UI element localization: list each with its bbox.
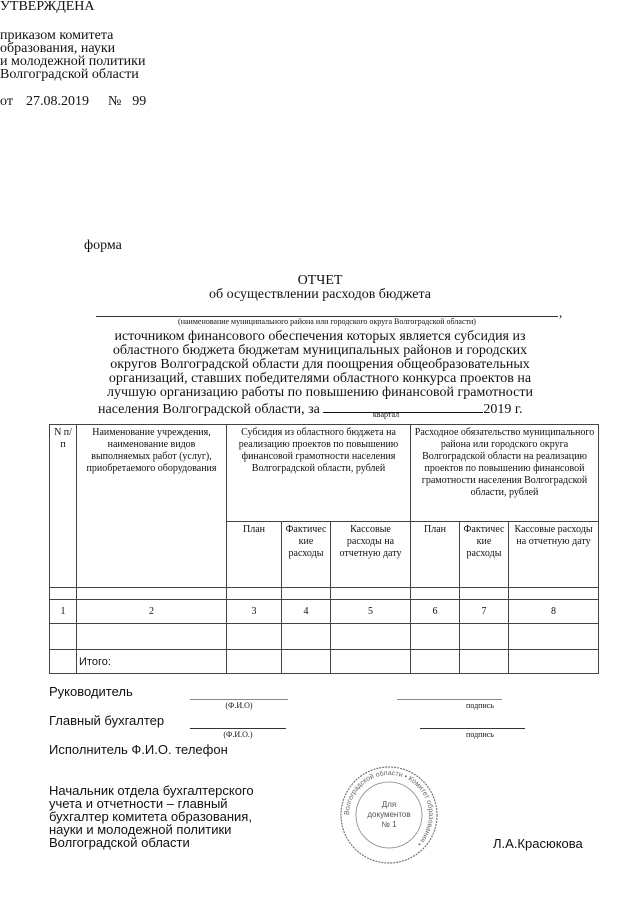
accountant-sign-line xyxy=(420,728,525,729)
subheader-fact: Фактичес кие расходы xyxy=(460,522,509,588)
head-fio-caption: (Ф.И.О) xyxy=(225,701,253,710)
official-stamp xyxy=(338,765,440,865)
stamp-text: № 1 xyxy=(381,820,397,829)
subheader-plan: План xyxy=(227,522,282,588)
description-line: лучшую организацию работы по повышению финансовой грамотности xyxy=(107,385,533,400)
total-label: Итого: xyxy=(77,650,227,674)
approval-date: 27.08.2019 xyxy=(25,94,89,109)
subheader-plan: План xyxy=(411,522,460,588)
department-head-line: науки и молодежной политики xyxy=(49,822,232,837)
description-line: областного бюджета бюджетам муниципальных районов и городских xyxy=(112,343,528,358)
approval-line: и молодежной политики xyxy=(0,54,146,69)
stamp-ring-text: Волгоградской области • Комитет образования • xyxy=(343,769,435,848)
municipality-caption: (наименование муниципального района или городского округа Волгоградской области) xyxy=(178,317,476,326)
table-numbering-row xyxy=(50,600,599,624)
column-number: 6 xyxy=(411,600,460,624)
executor-label: Исполнитель Ф.И.О. телефон xyxy=(49,742,228,757)
stamp-graphic xyxy=(338,765,440,865)
report-subtitle: об осуществлении расходов бюджета xyxy=(208,287,432,302)
report-period-line xyxy=(98,400,523,418)
report-description xyxy=(0,330,640,400)
column-number: 5 xyxy=(331,600,411,624)
table-spacer-row xyxy=(50,588,599,600)
department-head-line: Волгоградской области xyxy=(49,835,190,850)
description-line: организаций, ставших победителями областного конкурса проектов на xyxy=(108,371,532,386)
column-number: 4 xyxy=(282,600,331,624)
approval-line: образования, науки xyxy=(0,41,116,56)
column-number: 3 xyxy=(227,600,282,624)
report-table xyxy=(49,424,599,674)
stamp-text: документов xyxy=(367,810,411,819)
department-head-line: учета и отчетности – главный xyxy=(49,796,228,811)
table-row xyxy=(50,624,599,650)
approval-title: УТВЕРЖДЕНА xyxy=(0,0,95,14)
column-number: 2 xyxy=(77,600,227,624)
table-header-row xyxy=(50,425,599,522)
department-head-line: бухгалтер комитета образования, xyxy=(49,809,252,824)
table-total-row xyxy=(50,650,599,674)
header-name: Наименование учреждения, наименование видов выполняемых работ (услуг), приобретаемого оборудования xyxy=(77,425,227,588)
head-label: Руководитель xyxy=(49,684,133,699)
accountant-fio-caption: (Ф.И.О.) xyxy=(223,730,253,739)
head-fio-line xyxy=(190,699,288,700)
stamp-text: Для xyxy=(381,800,397,809)
description-line: округов Волгоградской области для поощрения общеобразовательных xyxy=(110,357,530,372)
description-line: источником финансового обеспечения которых является субсидия из xyxy=(114,329,526,344)
period-prefix: населения Волгоградской области, за xyxy=(98,402,320,417)
number-prefix: № xyxy=(107,94,122,109)
form-label: форма xyxy=(84,238,122,253)
accountant-fio-line xyxy=(190,728,286,729)
department-head-block xyxy=(49,784,254,849)
column-number: 1 xyxy=(50,600,77,624)
department-head-name: Л.А.Красюкова xyxy=(493,836,583,851)
head-sign-line xyxy=(397,699,502,700)
subheader-fact: Фактичес кие расходы xyxy=(282,522,331,588)
approval-line: приказом комитета xyxy=(0,28,114,43)
period-year: 2019 г. xyxy=(483,402,523,417)
date-prefix: от xyxy=(0,94,13,109)
approval-date-row xyxy=(0,95,640,108)
quarter-caption: квартал xyxy=(372,410,400,419)
header-subsidy: Субсидия из областного бюджета на реализацию проектов по повышению финансовой грамотности населения Волгоградской области, рублей xyxy=(227,425,411,522)
approval-number: 99 xyxy=(132,94,147,109)
column-number: 8 xyxy=(509,600,599,624)
chief-accountant-label: Главный бухгалтер xyxy=(49,713,165,728)
head-sign-caption: подпись xyxy=(466,701,494,710)
approval-line: Волгоградской области xyxy=(0,67,139,82)
header-num: N п/п xyxy=(50,425,77,588)
header-obligation: Расходное обязательство муниципального района или городского округа Волгоградской области на реализацию проектов по повышению финансовой грамотности населения Волгоградской области, рублей xyxy=(411,425,599,522)
subheader-cash: Кассовые расходы на отчетную дату xyxy=(331,522,411,588)
approval-block xyxy=(0,0,640,108)
department-head-line: Начальник отдела бухгалтерского xyxy=(49,783,254,798)
column-number: 7 xyxy=(460,600,509,624)
report-title: ОТЧЕТ xyxy=(297,273,343,288)
subheader-cash: Кассовые расходы на отчетную дату xyxy=(509,522,599,588)
accountant-sign-caption: подпись xyxy=(466,730,494,739)
